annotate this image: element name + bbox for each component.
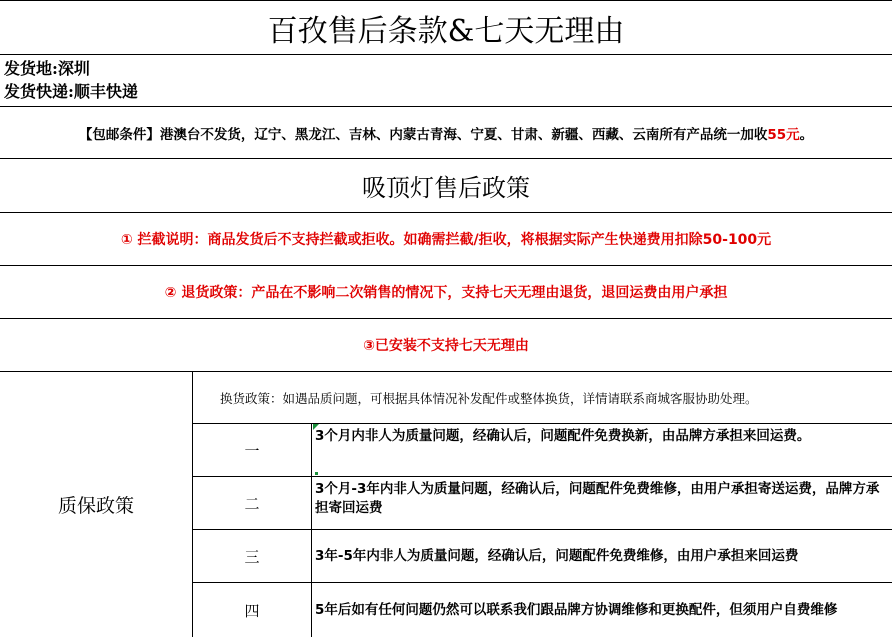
free-shipping-conditions [0,107,892,159]
shipping-origin: 发货地:深圳 [4,59,90,78]
cell-handle-icon [315,472,318,475]
surcharge-amount: 55元 [767,126,800,143]
free-shipping-end: 。 [799,126,814,143]
free-shipping-text: 【包邮条件】港澳台不发货，辽宁、黑龙江、吉林、内蒙古青海、宁夏、甘肃、新疆、西藏、云南所有产品统一加收 [78,126,768,143]
warranty-row-text-content: 3个月内非人为质量问题，经确认后，问题配件免费换新，由品牌方承担来回运费。 [315,428,811,444]
warranty-row-text [313,424,892,479]
warranty-row [193,477,892,530]
shipping-courier: 发货快递:顺丰快递 [4,82,138,101]
interception-rule: ① 拦截说明：商品发货后不支持拦截或拒收。如确需拦截/拒收，将根据实际产生快递费用扣除50-100元 [0,213,892,266]
shipping-info [0,55,892,107]
warranty-row [193,530,892,583]
warranty-row-number: 三 [193,530,312,582]
warranty-row-text: 3年-5年内非人为质量问题，经确认后，问题配件免费维修，由用户承担来回运费 [315,547,799,564]
sheet-title: 百孜售后条款&七天无理由 [0,0,892,55]
warranty-label: 质保政策 [0,372,193,637]
exchange-policy: 换货政策：如遇品质问题，可根据具体情况补发配件或整体换货，详情请联系商城客服协助处理。 [193,372,892,424]
cell-marker-icon [313,424,319,430]
warranty-row-number: 二 [193,477,312,529]
warranty-row [193,583,892,637]
installed-rule: ③已安装不支持七天无理由 [0,319,892,372]
warranty-row [193,424,892,477]
warranty-row-text: 5年后如有任何问题仍然可以联系我们跟品牌方协调维修和更换配件，但须用户自费维修 [315,601,838,618]
policy-title: 吸顶灯售后政策 [0,159,892,213]
return-rule: ② 退货政策：产品在不影响二次销售的情况下，支持七天无理由退货，退回运费由用户承担 [0,266,892,319]
warranty-row-number: 四 [193,583,312,637]
warranty-section [0,372,892,637]
warranty-row-number: 一 [193,424,312,476]
warranty-row-text: 3个月-3年内非人为质量问题，经确认后，问题配件免费维修，由用户承担寄送运费，品牌方承担寄回运费 [315,481,880,516]
